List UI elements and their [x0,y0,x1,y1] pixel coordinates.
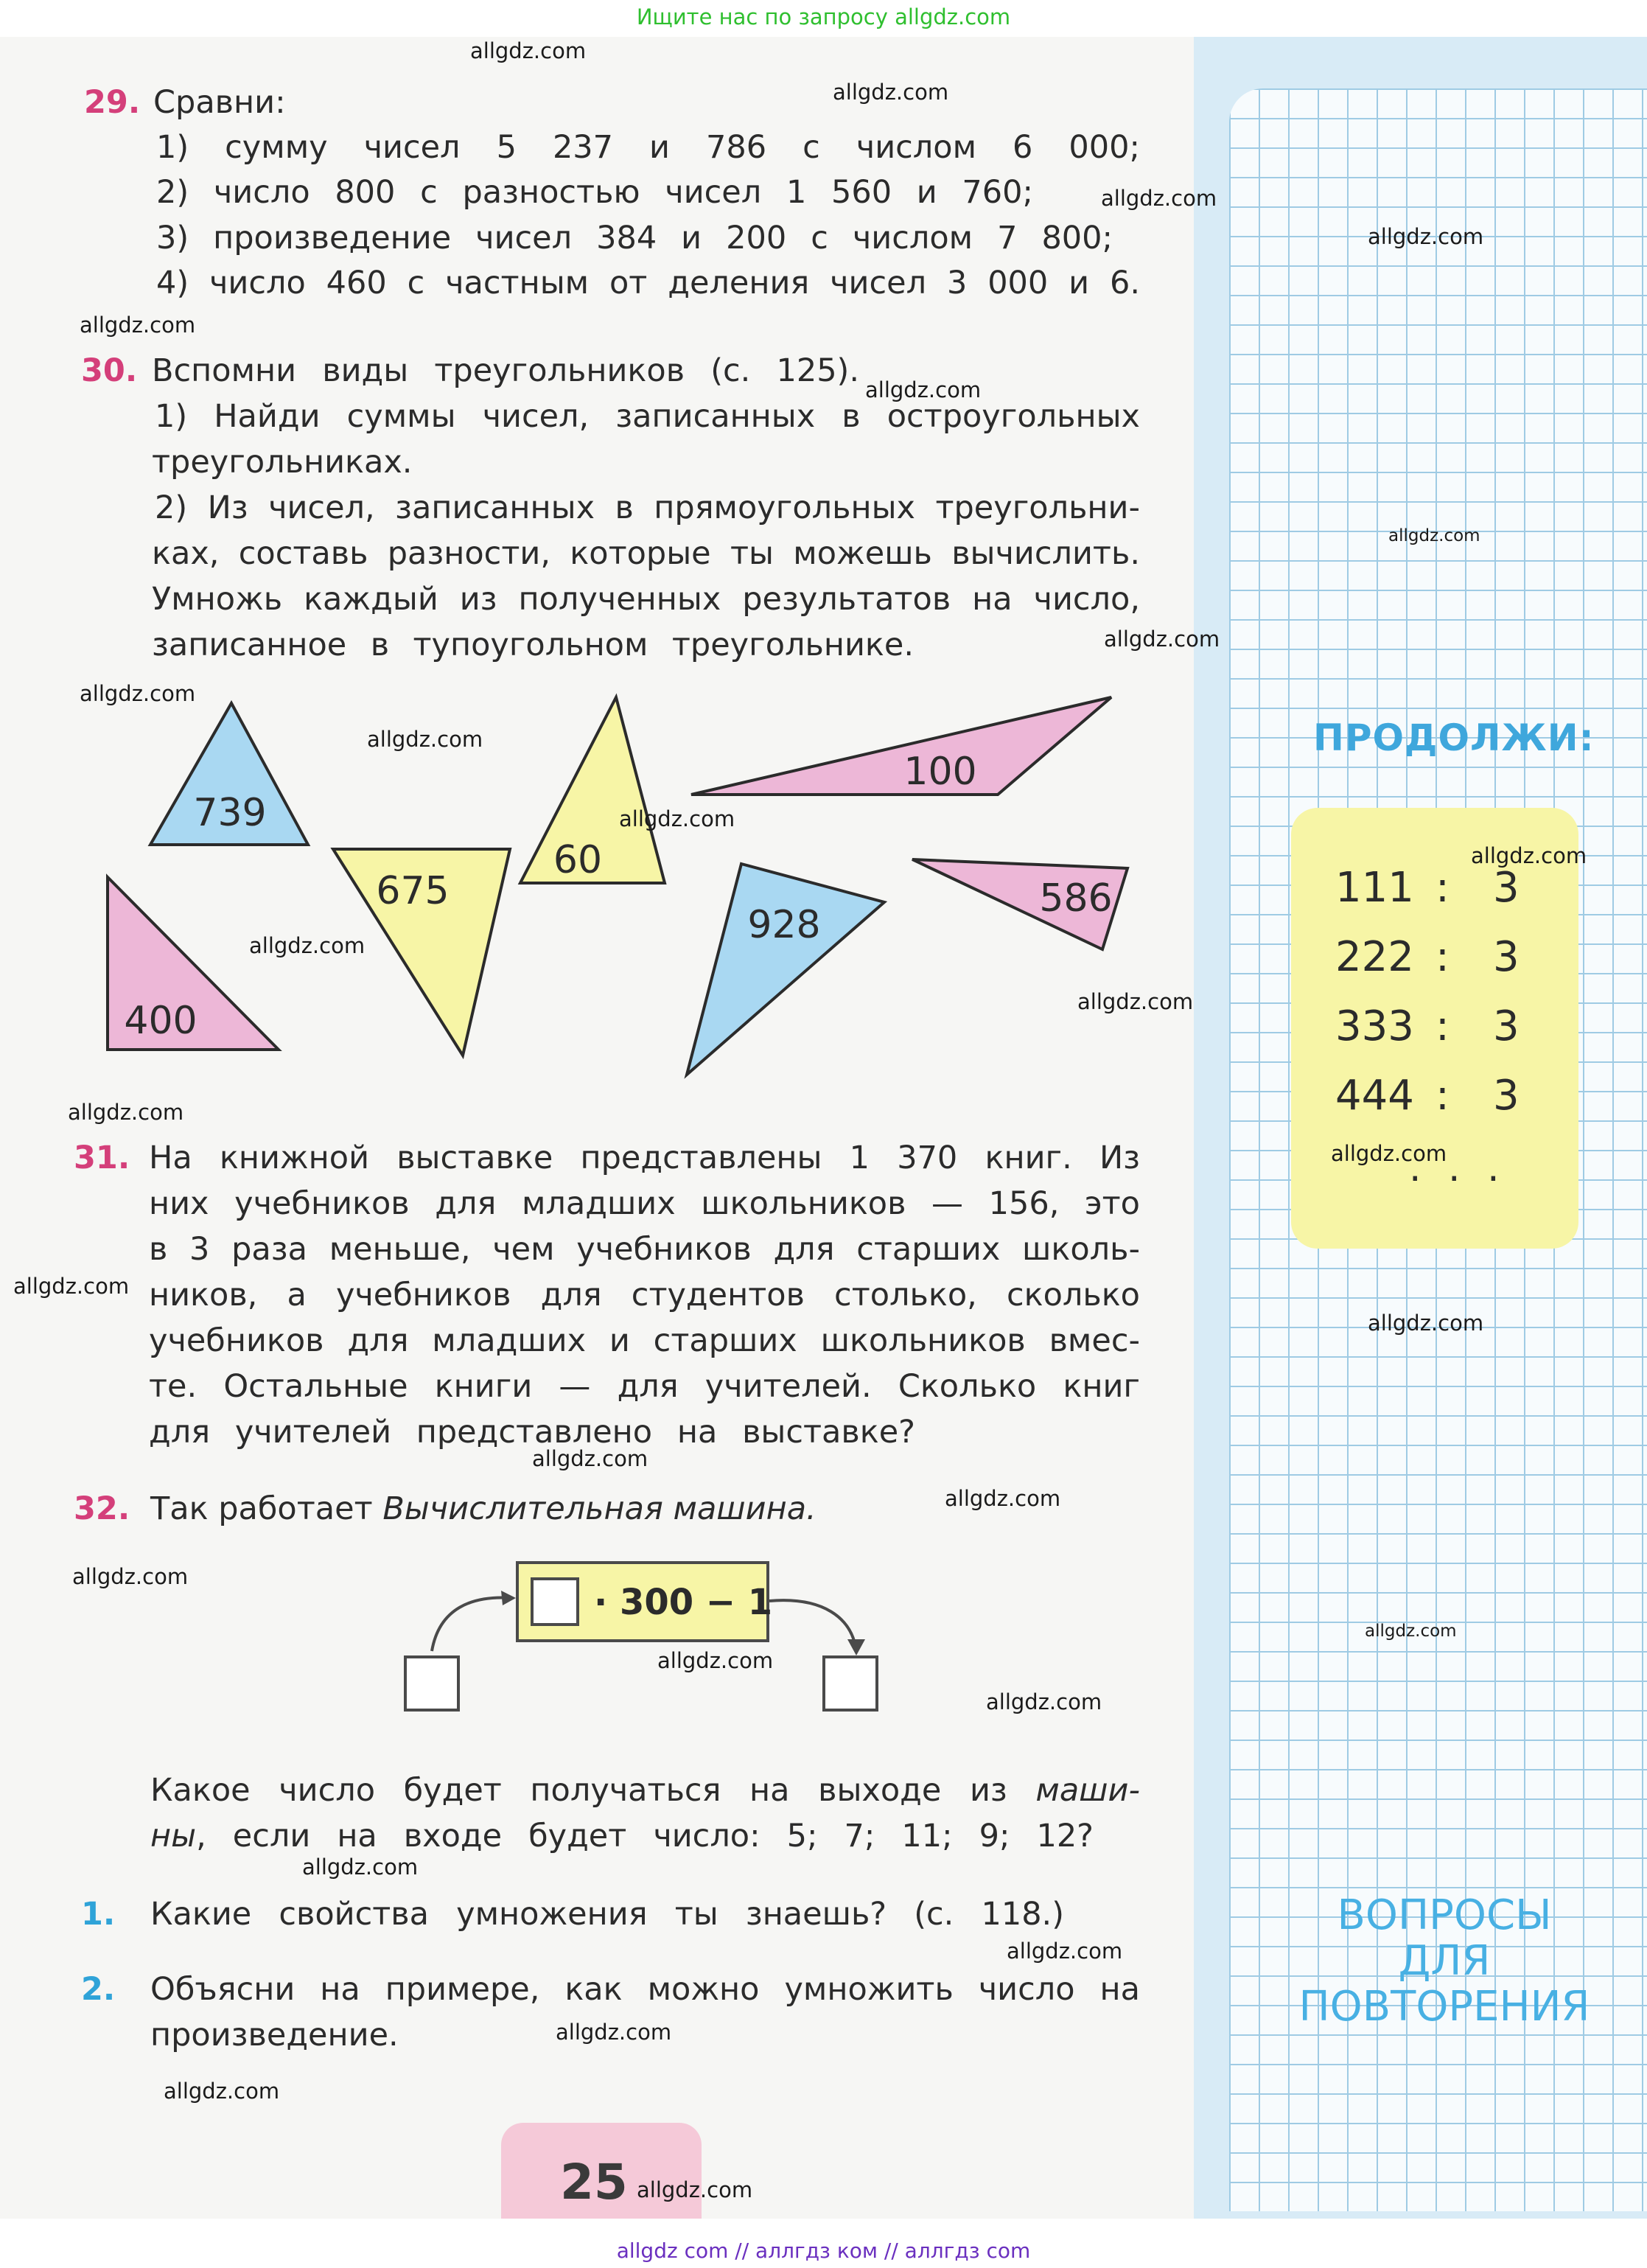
watermark: allgdz.com [1471,843,1587,868]
top-banner[interactable]: Ищите нас по запросу allgdz.com [636,4,1011,29]
problem-30-line: 1) Найди суммы чисел, записанных в остроугольных [155,398,1140,435]
watermark: allgdz.com [556,2020,672,2045]
problem-30-number: 30. [81,352,138,389]
watermark: allgdz.com [1101,186,1217,211]
problem-31-line: ников, а учебников для студентов столько, сколько [149,1277,1140,1313]
watermark: allgdz.com [302,1854,419,1880]
watermark: allgdz.com [619,806,735,831]
review-question-2: Объясни на примере, как можно умножить число на [150,1971,1140,2008]
problem-29-item: 2) число 800 с разностью чисел 1 560 и 760; [156,174,1033,211]
machine-output-box [822,1655,878,1712]
problem-32-question: ны, если на входе будет число: 5; 7; 11; 9; 12? [150,1818,1094,1854]
problem-29-number: 29. [84,84,141,121]
watermark: allgdz.com [1104,627,1220,652]
problem-29-item: 3) произведение чисел 384 и 200 с числом 7 800; [156,220,1113,257]
triangle-label: 675 [376,869,450,913]
watermark: allgdz.com [249,933,366,958]
problem-31-line: в 3 раза меньше, чем учебников для старших школь- [149,1231,1140,1268]
watermark: allgdz.com [470,38,587,63]
problem-31-line: для учителей представлено на выставке? [149,1414,915,1451]
review-questions-title: ВОПРОСЫ ДЛЯ ПОВТОРЕНИЯ [1298,1891,1590,2031]
watermark: allgdz.com [72,1564,189,1589]
problem-29-item: 4) число 460 с частным от деления чисел 3 000 и 6. [156,265,1140,301]
watermark: allgdz.com [1388,526,1480,545]
problem-30-line: треугольниках. [152,444,413,481]
sequence-ellipsis: · · · [1409,1157,1507,1201]
review-question-1: Какие свойства умножения ты знаешь? (с. 118.) [150,1896,1064,1933]
watermark: allgdz.com [945,1486,1061,1511]
problem-29-item: 1) сумму чисел 5 237 и 786 с числом 6 000; [156,129,1140,166]
problem-31-line: На книжной выставке представлены 1 370 книг. Из [149,1140,1140,1176]
watermark: allgdz.com [637,2177,753,2202]
machine-operation: · 300 − 1 [594,1582,773,1623]
triangle-label: 928 [747,903,821,947]
problem-30-line: Умножь каждый из полученных результатов на число, [152,581,1140,618]
triangle-928 [687,864,884,1075]
problem-31-number: 31. [74,1140,130,1176]
problem-32-question: Какое число будет получаться на выходе из маши- [150,1772,1140,1809]
triangle-label: 400 [124,999,197,1043]
watermark: allgdz.com [367,727,483,752]
problem-31-line: них учебников для младших школьников — 156, это [149,1185,1140,1222]
problem-30-line: Вспомни виды треугольников (с. 125). [152,352,859,389]
bottom-banner[interactable]: allgdz com // аллгдз ком // аллгдз com [616,2239,1031,2263]
watermark: allgdz.com [1368,1311,1484,1336]
watermark: allgdz.com [1365,1622,1457,1641]
problem-31-line: учебников для младших и старших школьников вмес- [149,1322,1140,1359]
problem-30-line: ках, составь разности, которые ты можешь вычислить. [152,535,1140,572]
watermark: allgdz.com [1077,989,1194,1014]
review-question-1-number: 1. [81,1896,116,1933]
watermark: allgdz.com [80,313,196,338]
machine-input-slot [531,1577,579,1626]
problem-32-intro: Так работает Вычислительная машина. [150,1490,816,1527]
problem-31-line: те. Остальные книги — для учителей. Сколько книг [149,1368,1140,1405]
watermark: allgdz.com [13,1274,130,1299]
triangle-label: 100 [903,750,977,794]
problem-32-number: 32. [74,1490,130,1527]
review-question-2: произведение. [150,2017,399,2054]
triangle-100 [691,697,1111,795]
triangle-label: 60 [553,838,603,882]
continue-title: ПРОДОЛЖИ: [1313,716,1595,759]
problem-29-title: Сравни: [153,84,286,121]
review-question-2-number: 2. [81,1971,116,2008]
watermark: allgdz.com [1368,224,1484,249]
machine-input-box [404,1655,460,1712]
watermark: allgdz.com [80,681,196,706]
watermark: allgdz.com [532,1446,648,1471]
watermark: allgdz.com [833,80,949,105]
watermark: allgdz.com [1007,1939,1123,1964]
watermark: allgdz.com [1331,1141,1447,1166]
problem-30-line: 2) Из чисел, записанных в прямоугольных треугольни- [155,489,1140,526]
triangle-label: 586 [1039,876,1113,921]
watermark: allgdz.com [164,2079,280,2104]
watermark: allgdz.com [657,1648,774,1673]
watermark: allgdz.com [68,1100,184,1125]
watermark: allgdz.com [865,377,982,402]
page-number: 25 [560,2154,628,2211]
watermark: allgdz.com [986,1689,1102,1714]
triangles-figure [0,0,1194,1120]
problem-30-line: записанное в тупоугольном треугольнике. [152,627,914,663]
triangle-label: 739 [193,791,267,835]
